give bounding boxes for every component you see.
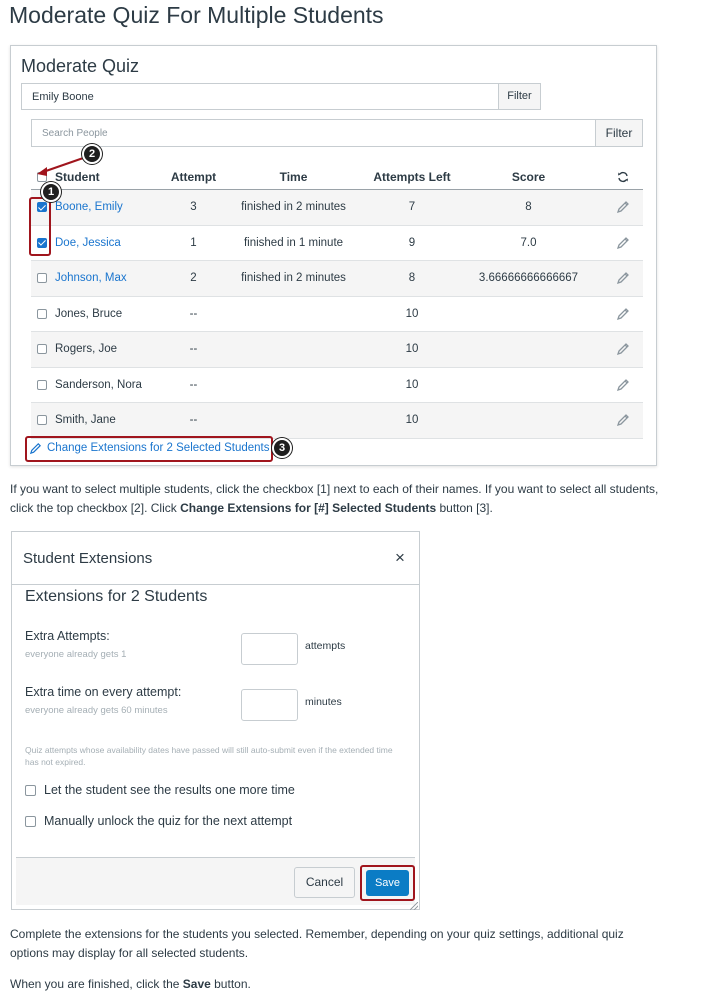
extra-attempts-input[interactable] bbox=[241, 633, 298, 665]
extra-time-hint: everyone already gets 60 minutes bbox=[25, 705, 168, 716]
attempts-left-value: 10 bbox=[405, 307, 419, 320]
table-row bbox=[31, 368, 643, 404]
cancel-button[interactable]: Cancel bbox=[294, 867, 355, 898]
dialog-title: Student Extensions bbox=[23, 550, 153, 567]
student-name: Sanderson, Nora bbox=[55, 378, 142, 391]
search-people-input[interactable]: Search People bbox=[31, 119, 606, 147]
time-value bbox=[226, 368, 361, 403]
time-value bbox=[226, 403, 361, 438]
table-row bbox=[31, 297, 643, 333]
dialog-footer bbox=[16, 857, 415, 905]
score-value: 7.0 bbox=[520, 236, 537, 249]
student-name[interactable]: Johnson, Max bbox=[55, 272, 127, 285]
moderate-quiz-title: Moderate Quiz bbox=[21, 56, 140, 76]
extra-time-label: Extra time on every attempt: bbox=[25, 685, 182, 699]
row-checkbox[interactable] bbox=[37, 344, 47, 354]
table-row bbox=[31, 190, 643, 226]
extra-attempts-unit: attempts bbox=[305, 640, 346, 652]
time-value: finished in 2 minutes bbox=[241, 201, 346, 214]
refresh-icon[interactable] bbox=[617, 171, 629, 183]
time-value: finished in 2 minutes bbox=[241, 272, 346, 285]
attempt-value: -- bbox=[189, 343, 198, 356]
student-name: Jones, Bruce bbox=[55, 307, 123, 320]
change-extensions-label: Change Extensions for 2 Selected Students bbox=[47, 442, 270, 454]
attempt-value: -- bbox=[189, 378, 198, 391]
edit-pencil-icon[interactable] bbox=[616, 413, 630, 427]
attempt-value: 1 bbox=[190, 236, 197, 249]
score-value bbox=[461, 332, 596, 367]
attempts-left-value: 7 bbox=[408, 201, 416, 214]
row-checkbox[interactable] bbox=[37, 380, 47, 390]
column-header-attempts-left: Attempts Left bbox=[373, 169, 451, 184]
unlock-quiz-checkbox[interactable] bbox=[25, 816, 36, 827]
student-filter-button[interactable]: Filter bbox=[498, 83, 541, 110]
score-value bbox=[461, 368, 596, 403]
row-checkbox[interactable] bbox=[37, 273, 47, 283]
attempt-value: 3 bbox=[190, 201, 197, 214]
option-see-results[interactable] bbox=[25, 783, 295, 797]
student-name[interactable]: Boone, Emily bbox=[55, 201, 123, 214]
student-name: Rogers, Joe bbox=[55, 343, 118, 356]
see-results-label: Let the student see the results one more time bbox=[44, 783, 295, 797]
callout-2: 2 bbox=[82, 144, 102, 164]
attempts-left-value: 10 bbox=[405, 414, 419, 427]
score-value bbox=[461, 403, 596, 438]
extra-time-unit: minutes bbox=[305, 696, 342, 708]
resize-handle[interactable] bbox=[410, 902, 418, 910]
student-filter-input[interactable]: Emily Boone bbox=[21, 83, 499, 110]
score-value: 3.66666666666667 bbox=[478, 272, 579, 285]
attempts-left-value: 10 bbox=[405, 343, 419, 356]
instruction-paragraph-3: When you are finished, click the Save button. bbox=[10, 977, 251, 991]
students-table bbox=[31, 164, 643, 439]
annotation-box-checkboxes bbox=[29, 197, 51, 256]
edit-pencil-icon[interactable] bbox=[616, 200, 630, 214]
search-filter-button[interactable]: Filter bbox=[595, 119, 643, 147]
callout-1: 1 bbox=[41, 182, 61, 202]
column-header-student: Student bbox=[55, 169, 100, 184]
attempts-left-value: 10 bbox=[405, 378, 419, 391]
column-header-time: Time bbox=[279, 169, 308, 184]
callout-3: 3 bbox=[272, 438, 292, 458]
edit-pencil-icon[interactable] bbox=[616, 342, 630, 356]
attempt-value: 2 bbox=[190, 272, 197, 285]
table-row bbox=[31, 332, 643, 368]
extra-attempts-hint: everyone already gets 1 bbox=[25, 649, 127, 660]
instruction-paragraph-2: Complete the extensions for the students you selected. Remember, depending on your quiz settings, additional quiz options may display for all selected students. bbox=[10, 927, 624, 960]
extensions-heading: Extensions for 2 Students bbox=[25, 588, 208, 605]
time-value: finished in 1 minute bbox=[243, 236, 344, 249]
edit-pencil-icon[interactable] bbox=[616, 307, 630, 321]
moderate-quiz-panel bbox=[10, 45, 657, 466]
page-title: Moderate Quiz For Multiple Students bbox=[9, 2, 384, 28]
annotation-box-extensions-link bbox=[25, 436, 273, 462]
student-name: Smith, Jane bbox=[55, 414, 116, 427]
time-value bbox=[226, 332, 361, 367]
attempt-value: -- bbox=[189, 414, 198, 427]
score-value: 8 bbox=[525, 201, 532, 214]
column-header-score: Score bbox=[511, 169, 546, 184]
table-row bbox=[31, 226, 643, 262]
unlock-quiz-label: Manually unlock the quiz for the next attempt bbox=[44, 814, 293, 828]
attempts-left-value: 8 bbox=[408, 272, 416, 285]
time-value bbox=[226, 297, 361, 332]
row-checkbox[interactable] bbox=[37, 309, 47, 319]
attempt-value: -- bbox=[189, 307, 198, 320]
row-checkbox[interactable] bbox=[37, 415, 47, 425]
see-results-checkbox[interactable] bbox=[25, 785, 36, 796]
close-icon[interactable]: × bbox=[395, 548, 405, 567]
table-header bbox=[31, 164, 643, 190]
dialog-divider bbox=[12, 584, 419, 585]
edit-pencil-icon[interactable] bbox=[616, 378, 630, 392]
save-button[interactable]: Save bbox=[366, 870, 409, 896]
student-name[interactable]: Doe, Jessica bbox=[55, 236, 121, 249]
instruction-paragraph-1: If you want to select multiple students, click the checkbox [1] next to each of their names. If you want to select all students, click the top checkbox [2]. Click Change Extensions for [#] Selected Students button [3]. bbox=[10, 482, 659, 515]
edit-pencil-icon[interactable] bbox=[616, 271, 630, 285]
score-value bbox=[461, 297, 596, 332]
table-row bbox=[31, 261, 643, 297]
option-unlock-quiz[interactable] bbox=[25, 814, 292, 828]
attempts-left-value: 9 bbox=[408, 236, 416, 249]
column-header-attempt: Attempt bbox=[170, 169, 217, 184]
edit-pencil-icon[interactable] bbox=[616, 236, 630, 250]
auto-submit-note: Quiz attempts whose availability dates have passed will still auto-submit even if the extended time has not expired. bbox=[25, 745, 393, 767]
table-row bbox=[31, 403, 643, 439]
extra-time-input[interactable] bbox=[241, 689, 298, 721]
student-extensions-dialog bbox=[11, 531, 420, 910]
extra-attempts-label: Extra Attempts: bbox=[25, 629, 110, 643]
